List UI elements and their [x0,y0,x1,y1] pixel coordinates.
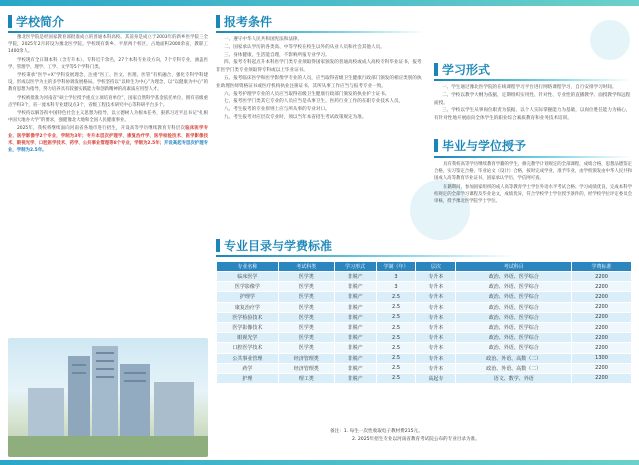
table-cell: 专升本 [416,292,456,302]
table-cell: 2200 [572,282,632,292]
table-cell: 医学类 [278,333,334,343]
enrollment-highlight-2: 专升本层次护理学、康复治疗学、医学检验技术、医学影像技术、眼视光学、口腔医学技术、药学、公共事业管理等8个专业，学制为2.5年； [8,133,208,146]
table-cell: 经济管理类 [278,363,334,373]
majors-title [216,236,632,254]
table-row [217,292,632,302]
table-cell: 2.5 [376,302,416,312]
table-cell: 医学检验技术 [217,312,279,322]
table-cell: 医学类 [278,272,334,282]
table-cell: 非脱产 [334,363,376,373]
table-cell: 医学类 [278,312,334,322]
table-cell: 非脱产 [334,272,376,282]
table-cell: 3 [376,282,416,292]
study-item: 二、学校以教学大纲为依据，定期组织实用性、针对性、专业性的直播教学、面授教学和远程面授。 [434,92,631,106]
table-cell: 政治、外语、医学综合 [456,292,572,302]
table-header-cell: 考试科类 [278,262,334,272]
table-cell: 医学类 [278,302,334,312]
table-row [217,282,632,292]
table-cell: 专升本 [416,322,456,332]
table-cell: 2.5 [376,292,416,302]
table-cell: 非脱产 [334,373,376,383]
table-cell: 2200 [572,312,632,322]
table-cell: 非脱产 [334,343,376,353]
intro-title [8,12,208,30]
degree-title [434,137,632,155]
intro-paragraph: 学校秉承“医学+X”学科发展理念，注重“医工、医文、医理、医管”有机融合，强化专科学科建设，形成以医学为主的多学科协调发展格局。学校坚持以“以师生为中心”为理念，以“以健康为中心”的教育思想为指导，努力培养具有较强实践能力和创新精神的高素质应用型人才。 [8,73,208,93]
apply-item: 七、报考医学门类其它专业的人员应当是从事卫生、医药行业工作的在职专业技术人员。 [224,99,404,105]
enrollment-highlight-3: 开设高起专层次护理专业，学制为2.5年。 [8,140,208,154]
intro-paragraph-enrollment [8,125,208,154]
table-cell: 专升本 [416,353,456,363]
table-cell: 2200 [572,363,632,373]
table-header-cell: 学费标准 [572,262,632,272]
table-cell: 专升本 [416,333,456,343]
table-header-cell: 专业名称 [217,262,279,272]
intro-paragraph: 学校持以解答衔中国特色社会主义思想为指导，以立德树人为根本任务，狠抓习近平总书记“扎根中国大地办大学”的要求，强健豫北大地和全国人民健康事业。 [8,111,208,124]
intro-paragraph: 学校现有全日制本科（含专升本）、专科近千余名，27个本科专业及方向，7个专科专业，涵盖医学、管理学、理学、工学、文学等5个学科门类。 [8,57,208,70]
table-cell: 2.5 [376,343,416,353]
intro-paragraph: 豫北医学院是经国家教育部批准成立的普通本科高校。其前身是成立于2003年的新乡医学院三全学院，2025年2月转设为豫北医学院。学校现有新乡、平原两个校区，占地面积2000余亩，教职工1400余人。 [8,35,208,55]
table-cell: 专升本 [416,282,456,292]
intro-paragraph: 学校被批准为河南省“硕士学位授予重点立项培育单位”，国家自然科学基金依托单位，拥有省级重点学科3个，省一流本科专业建设点3个，省级工程技术研究中心等科研平台多个。 [8,95,208,108]
majors-title-text: 专业目录与学费标准 [224,238,333,253]
table-cell: 专升本 [416,302,456,312]
table-cell: 医学影像学 [217,282,279,292]
table-cell: 护理学 [217,292,279,302]
table-cell: 非脱产 [334,353,376,363]
table-cell: 2200 [572,292,632,302]
campus-photo [8,338,208,457]
majors-table-body [217,272,632,384]
table-cell: 专升本 [416,343,456,353]
table-cell: 1300 [572,353,632,363]
table-cell: 2200 [572,322,632,332]
title-underline [216,31,426,33]
table-cell: 非脱产 [334,292,376,302]
notes [330,428,630,443]
majors-table [216,261,632,384]
table-row [217,373,632,383]
table-cell: 高起专 [416,373,456,383]
title-underline [434,79,632,81]
table-cell: 政治、外语、医学综合 [456,322,572,332]
table-cell: 非脱产 [334,302,376,312]
table-cell: 医学类 [278,322,334,332]
table-header-row [217,262,632,272]
apply-item: 三、身体健康，生活能自理，不影响所报专业学习。 [224,52,330,58]
table-cell: 2.5 [376,312,416,322]
table-cell: 政治、外语、医学综合 [456,343,572,353]
table-cell: 2200 [572,333,632,343]
study-title [434,60,632,78]
table-cell: 药学 [217,363,279,373]
apply-item: 二、国家承认学历的各类高、中等学校在校生以外的从业人员和社会其他人员。 [224,44,385,50]
table-row [217,353,632,363]
table-cell: 理工类 [278,373,334,383]
table-cell: 医学类 [278,292,334,302]
majors-section [216,236,632,384]
table-row [217,322,632,332]
table-cell: 经济管理类 [278,353,334,363]
enrollment-text: 2025年，我校将继续面向河南省各地市进行招生，开设高等学历继续教育专科层次 [17,126,186,132]
degree-paragraph: 在籍期间，参加国家组织的成人高等教育学士学位外语水平考试合格；学习成绩优良，完成本科学校规定的全部学习课程及毕业论文，成绩优异，符合学校学士学位授予条件的，经学校学位评定委员会审核，授予豫北医学院学士学位。 [434,184,632,204]
table-cell: 专升本 [416,272,456,282]
table-cell: 2200 [572,272,632,282]
table-cell: 语文、数学、外语 [456,373,572,383]
table-cell: 康复治疗学 [217,302,279,312]
table-cell: 非脱产 [334,322,376,332]
top-stripe [0,0,639,6]
table-cell: 政治、外语、高数（二） [456,363,572,373]
table-row [217,302,632,312]
table-cell: 2.5 [376,353,416,363]
table-cell: 临床医学 [217,272,279,282]
apply-item: 六、报考护理学专业的人员应当取得省级卫生健康行政部门颁发的执业护士证书。 [224,91,390,97]
table-cell: 口腔医学技术 [217,343,279,353]
table-header-cell: 学习形式 [334,262,376,272]
table-cell: 护理 [217,373,279,383]
table-cell: 专升本 [416,363,456,373]
intro-title-text: 学校简介 [16,14,65,29]
table-cell: 非脱产 [334,333,376,343]
title-marker-icon [8,15,12,28]
table-cell: 2.5 [376,333,416,343]
degree-paragraph: 具有我校高等学历继续教育学籍的学生，修完教学计划规定的全部课程，成绩合格，思想品德鉴定合格，实习鉴定合格，毕业论文（设计）合格，按时完成学业，准予毕业，由学校颁发由中华人民共和国成人高等教育毕业证书，国家承认学历，学信网可查。 [434,161,632,182]
table-cell: 专升本 [416,312,456,322]
table-cell: 政治、外语、医学综合 [456,312,572,322]
table-cell: 医学影像技术 [217,322,279,332]
table-row [217,312,632,322]
table-row [217,363,632,373]
study-title-text: 学习形式 [442,62,491,77]
title-marker-icon [216,239,220,252]
table-cell: 2200 [572,302,632,312]
table-header-cell: 学制（年） [376,262,416,272]
apply-item: 八、考生报考的专业原则上应与所从事的专业对口。 [224,107,330,113]
apply-section [216,12,426,122]
degree-section [434,137,632,205]
title-marker-icon [216,15,220,28]
apply-item: 一、遵守中华人民共和国宪法和法律。 [224,37,303,42]
enrollment-highlight-1: 临床医学专业、医学影像学2个专业，学制为3年； [8,126,208,139]
apply-item: 四、报考专科起点升本科医学门类专业须取得国家颁发的普通高校或成人高校专科毕业证书，报考非医学门类专业须取得专科或以上毕业证书。 [216,60,422,74]
apply-item: 五、报考临床医学和医学影像学专业的人员，应当取得省级卫生健康行政部门颁发的相应类别的执业助理医师资格证书或医疗机构执业注册证书，其所从事工作应当与报考专业一致。 [216,75,422,89]
table-cell: 政治、外语、医学综合 [456,333,572,343]
study-item: 三、学校以学生从事岗位职责为依据，以个人实际掌握能力为基础，以岗位胜任能力为核心，有针对性地开展面向全体学生的职业综合素质教育和业务技术培训。 [434,108,631,122]
table-cell: 2200 [572,343,632,353]
note-line: 2. 2025年招生专业以河南省教育考试院公布的专业目录为准。 [352,436,480,442]
table-cell: 医学类 [278,282,334,292]
title-underline [216,255,516,257]
title-underline [434,156,632,158]
table-cell: 公共事业管理 [217,353,279,363]
title-underline [8,31,208,33]
degree-title-text: 毕业与学位授予 [442,139,527,154]
table-cell: 2200 [572,373,632,383]
table-row [217,333,632,343]
table-cell: 眼视光学 [217,333,279,343]
title-marker-icon [434,63,438,76]
apply-item: 九、考生报考对应层次专业时，须以当年本省招生考试政策规定为准。 [224,114,367,120]
table-cell: 2.5 [376,373,416,383]
table-cell: 2.5 [376,322,416,332]
table-header-cell: 考试科目 [456,262,572,272]
table-row [217,272,632,282]
table-cell: 2.5 [376,363,416,373]
table-cell: 政治、外语、医学综合 [456,272,572,282]
table-cell: 非脱产 [334,312,376,322]
table-cell: 非脱产 [334,282,376,292]
right-column [434,12,632,205]
title-marker-icon [434,139,438,152]
table-cell: 政治、外语、高数（二） [456,353,572,363]
table-header-cell: 层次 [416,262,456,272]
apply-title-text: 报考条件 [224,14,273,29]
note-line: 备注：1. 每生一次性收取电子教材费215元。 [330,429,423,434]
study-item: 一、学生通过豫北医学院的在线课程学习平台进行网络课程学习，自行安排学习时间。 [442,85,617,90]
bottom-stripe [0,460,639,465]
table-cell: 政治、外语、医学综合 [456,282,572,292]
table-cell: 政治、外语、医学综合 [456,302,572,312]
intro-section [8,12,208,457]
apply-title [216,12,426,30]
table-cell: 医学类 [278,343,334,353]
table-row [217,343,632,353]
table-cell: 3 [376,272,416,282]
study-section [434,60,632,123]
